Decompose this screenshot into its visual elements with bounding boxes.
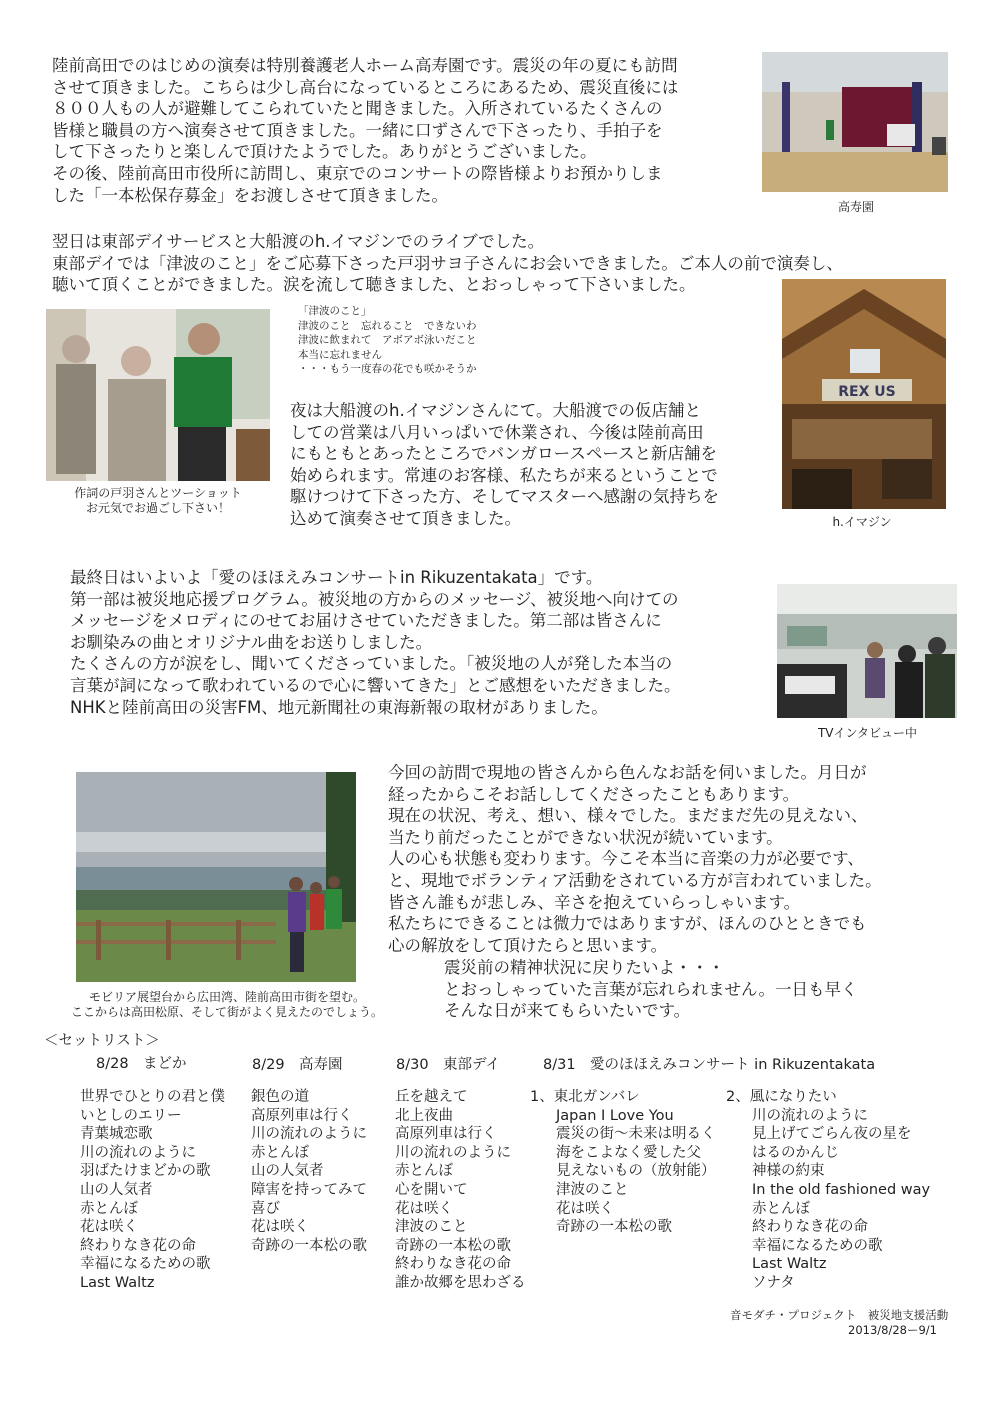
text-line: いとしのエリー bbox=[80, 1107, 182, 1124]
text-line: 「津波のこと」 bbox=[298, 305, 372, 317]
text-line: 奇跡の一本松の歌 bbox=[395, 1237, 511, 1254]
text-line: 世界でひとりの君と僕 bbox=[80, 1089, 225, 1105]
text-line: 高原列車は行く bbox=[395, 1126, 497, 1143]
text-line: 始められます。常連のお客様、私たちが来るということで bbox=[290, 465, 718, 485]
text-line: 花は咲く bbox=[556, 1200, 614, 1217]
text-line: 山の人気者 bbox=[80, 1181, 153, 1198]
text-line: 人の心も状態も変わります。今こそ本当に音楽の力が必要です、 bbox=[388, 849, 864, 869]
text-line: して下さったりと楽しんで頂けたようでした。ありがとうございました。 bbox=[52, 142, 597, 162]
text-line: 心を開いて bbox=[395, 1181, 468, 1198]
text-line: 高原列車は行く bbox=[251, 1107, 353, 1124]
text-line: 終わりなき花の命 bbox=[395, 1256, 511, 1273]
text-line: 経ったからこそお話ししてくださったこともあります。 bbox=[388, 784, 800, 804]
setlist-col-0831-part2 bbox=[726, 1088, 930, 1293]
text-line: 今回の訪問で現地の皆さんから色んなお話を伺いました。月日が bbox=[388, 763, 867, 782]
section4-text bbox=[388, 762, 882, 956]
setlist-col-0828 bbox=[80, 1088, 225, 1293]
text-line: 翌日は東部デイサービスと大船渡のh.イマジンでのライブでした。 bbox=[52, 232, 545, 251]
text-line: 青葉城恋歌 bbox=[80, 1126, 153, 1143]
text-line: 私たちにできることは微力ではありますが、ほんのひとときでも bbox=[388, 914, 867, 934]
text-line: その後、陸前高田市役所に訪問し、東京でのコンサートの際皆様よりお預かりしま bbox=[52, 163, 663, 183]
text-line: 津波のこと bbox=[395, 1219, 468, 1236]
text-line: 神様の約束 bbox=[752, 1163, 825, 1180]
text-line: 聴いて頂くことができました。涙を流して聴きました、とおっしゃって下さいました。 bbox=[52, 275, 696, 295]
caption-koujuen: 高寿園 bbox=[837, 200, 874, 214]
text-line: 津波のこと 忘れること できないわ bbox=[298, 319, 477, 332]
footer-org: 音モダチ・プロジェクト 被災地支援活動 bbox=[730, 1308, 949, 1322]
text-line: と、現地でボランティア活動をされている方が言われていました。 bbox=[388, 870, 882, 890]
text-line: 陸前高田でのはじめの演奏は特別養護老人ホーム高寿園です。震災の年の夏にも訪問 bbox=[52, 56, 678, 75]
text-line: ・・・もう一度春の花でも咲かそうか bbox=[298, 363, 477, 375]
text-line: 震災の街～未来は明るく bbox=[556, 1126, 716, 1143]
setlist-title: ＜セットリスト＞ bbox=[44, 1033, 160, 1049]
text-line: 心の解放をして頂けたらと思います。 bbox=[388, 935, 668, 955]
text-line: 海をこよなく愛した父 bbox=[556, 1144, 701, 1161]
section2-text bbox=[52, 231, 843, 296]
text-line: 津波のこと bbox=[556, 1181, 629, 1198]
text-line: 赤とんぼ bbox=[251, 1144, 309, 1161]
text-line: 幸福になるための歌 bbox=[80, 1256, 211, 1273]
text-line: 川の流れのように bbox=[251, 1126, 367, 1143]
text-line: ８００人もの人が避難してこられていたと聞きました。入所されているたくさんの bbox=[52, 99, 663, 119]
setlist-part1-title: 1、東北ガンバレ bbox=[530, 1089, 640, 1105]
text-line: 赤とんぼ bbox=[752, 1200, 810, 1217]
text-line: 銀色の道 bbox=[251, 1089, 309, 1105]
text-line: 赤とんぼ bbox=[80, 1200, 138, 1217]
text-line: 喜び bbox=[251, 1200, 280, 1217]
setlist-col-0830 bbox=[395, 1088, 526, 1293]
photo-mobilia bbox=[76, 772, 356, 982]
text-line: 夜は大船渡のh.イマジンさんにて。大船渡での仮店舗と bbox=[290, 401, 701, 420]
text-line: はるのかんじ bbox=[752, 1144, 839, 1161]
caption-line: モビリア展望台から広田湾、陸前高田市街を望む。 bbox=[88, 990, 365, 1004]
setlist-head-0829: 8/29 高寿園 bbox=[252, 1057, 343, 1073]
text-line: 赤とんぼ bbox=[395, 1163, 453, 1180]
setlist-col-0829 bbox=[251, 1088, 367, 1255]
text-line: 現在の状況、考え、想い、様々でした。まだまだ先の見えない、 bbox=[388, 806, 868, 826]
text-line: させて頂きました。こちらは少し高台になっているところにあるため、震災直後には bbox=[52, 77, 679, 97]
text-line: 障害を持ってみて bbox=[251, 1181, 367, 1198]
text-line: 花は咲く bbox=[251, 1219, 309, 1236]
caption-imagine: h.イマジン bbox=[832, 515, 892, 529]
text-line: そんな日が来てもらいたいです。 bbox=[444, 1001, 691, 1021]
text-line: 見上げてごらん夜の星を bbox=[752, 1126, 912, 1143]
text-line: たくさんの方が涙をし、聞いてくださっていました。「被災地の人が発した本当の bbox=[70, 654, 673, 674]
text-line: 終わりなき花の命 bbox=[80, 1237, 196, 1254]
setlist-head-0830: 8/30 東部デイ bbox=[396, 1057, 501, 1073]
setlist-head-0828: 8/28 まどか bbox=[96, 1056, 187, 1072]
night-text bbox=[290, 400, 719, 530]
photo-imagine bbox=[782, 279, 946, 509]
caption-mobilia bbox=[52, 990, 402, 1020]
text-line: にもともとあったところでバンガロースペースと新店舗を bbox=[290, 444, 718, 464]
text-line: しての営業は八月いっぱいで休業され、今後は陸前高田 bbox=[290, 422, 704, 442]
setlist-part2-title: 2、風になりたい bbox=[726, 1089, 837, 1105]
text-line: 込めて演奏させて頂きました。 bbox=[290, 508, 521, 528]
text-line: 第一部は被災地応援プログラム。被災地の方からのメッセージ、被災地へ向けての bbox=[70, 589, 679, 609]
caption-tv-interview: TVインタビュー中 bbox=[817, 726, 918, 740]
text-line: Last Waltz bbox=[80, 1274, 155, 1291]
imagine-sign-text: REX US bbox=[838, 384, 896, 400]
text-line: 奇跡の一本松の歌 bbox=[556, 1219, 672, 1236]
text-line: Japan I Love You bbox=[556, 1107, 674, 1124]
text-line: 丘を越えて bbox=[395, 1089, 468, 1105]
text-line: ソナタ bbox=[752, 1274, 795, 1291]
text-line: 東部デイでは「津波のこと」をご応募下さった戸羽サヨ子さんにお会いできました。ご本人の前で演奏し、 bbox=[52, 253, 843, 273]
text-line: 花は咲く bbox=[80, 1219, 138, 1236]
text-line: 花は咲く bbox=[395, 1200, 453, 1217]
section4-indent-text bbox=[444, 957, 858, 1022]
setlist-head-0831: 8/31 愛のほほえみコンサート in Rikuzentakata bbox=[543, 1057, 876, 1073]
text-line: 川の流れのように bbox=[395, 1144, 511, 1161]
text-line: した「一本松保存募金」をお渡しさせて頂きました。 bbox=[52, 185, 448, 205]
text-line: 北上夜曲 bbox=[395, 1107, 453, 1124]
setlist-col-0831-part1 bbox=[530, 1088, 716, 1237]
text-line: 見えないもの（放射能） bbox=[556, 1163, 716, 1180]
text-line: 皆様と職員の方へ演奏させて頂きました。一緒に口ずさんで下さったり、手拍子を bbox=[52, 120, 663, 140]
text-line: 終わりなき花の命 bbox=[752, 1219, 868, 1236]
caption-line: お元気でお過ごし下さい！ bbox=[85, 501, 230, 515]
text-line: NHKと陸前高田の災害FM、地元新聞社の東海新報の取材がありました。 bbox=[70, 697, 608, 717]
section3-text bbox=[70, 567, 681, 718]
section1-text bbox=[52, 55, 678, 206]
text-line: 最終日はいよいよ「愛のほほえみコンサートin Rikuzentakata」です。 bbox=[70, 568, 603, 587]
text-line: 津波に飲まれて アボアボ泳いだこと bbox=[298, 334, 477, 346]
text-line: 幸福になるための歌 bbox=[752, 1237, 883, 1254]
text-line: 皆さん誰もが悲しみ、辛さを抱えていらっしゃいます。 bbox=[388, 892, 801, 912]
caption-line: ここからは高田松原、そして街がよく見えたのでしょう。 bbox=[70, 1005, 383, 1019]
text-line: 当たり前だったことができない状況が続いています。 bbox=[388, 827, 783, 847]
text-line: お馴染みの曲とオリジナル曲をお送りしました。 bbox=[70, 632, 433, 652]
caption-line: 作詞の戸羽さんとツーショット bbox=[74, 486, 242, 500]
footer-date: 2013/8/28ー9/1 bbox=[848, 1323, 937, 1337]
caption-tobasan bbox=[40, 486, 276, 516]
photo-tv-interview bbox=[777, 584, 957, 718]
text-line: 震災前の精神状況に戻りたいよ・・・ bbox=[444, 958, 725, 977]
text-line: In the old fashioned way bbox=[752, 1181, 931, 1198]
text-line: 川の流れのように bbox=[80, 1144, 196, 1161]
text-line: 本当に忘れません bbox=[298, 348, 382, 361]
text-line: 駆けつけて下さった方、そしてマスターへ感謝の気持ちを bbox=[290, 487, 719, 507]
text-line: Last Waltz bbox=[752, 1256, 827, 1273]
text-line: 山の人気者 bbox=[251, 1163, 324, 1180]
text-line: 川の流れのように bbox=[752, 1107, 868, 1124]
photo-koujuen bbox=[762, 52, 948, 192]
photo-tobasan bbox=[46, 309, 270, 481]
text-line: 言葉が詞になって歌われているので心に響いてきた」とご感想をいただきました。 bbox=[70, 675, 681, 695]
text-line: 誰か故郷を思わざる bbox=[395, 1274, 526, 1291]
text-line: メッセージをメロディにのせてお届けさせていただきました。第二部は皆さんに bbox=[70, 611, 662, 631]
tsunami-poem bbox=[298, 304, 477, 377]
text-line: 奇跡の一本松の歌 bbox=[251, 1237, 367, 1254]
text-line: 羽ばたけまどかの歌 bbox=[80, 1163, 211, 1180]
text-line: とおっしゃっていた言葉が忘れられません。一日も早く bbox=[444, 979, 858, 999]
